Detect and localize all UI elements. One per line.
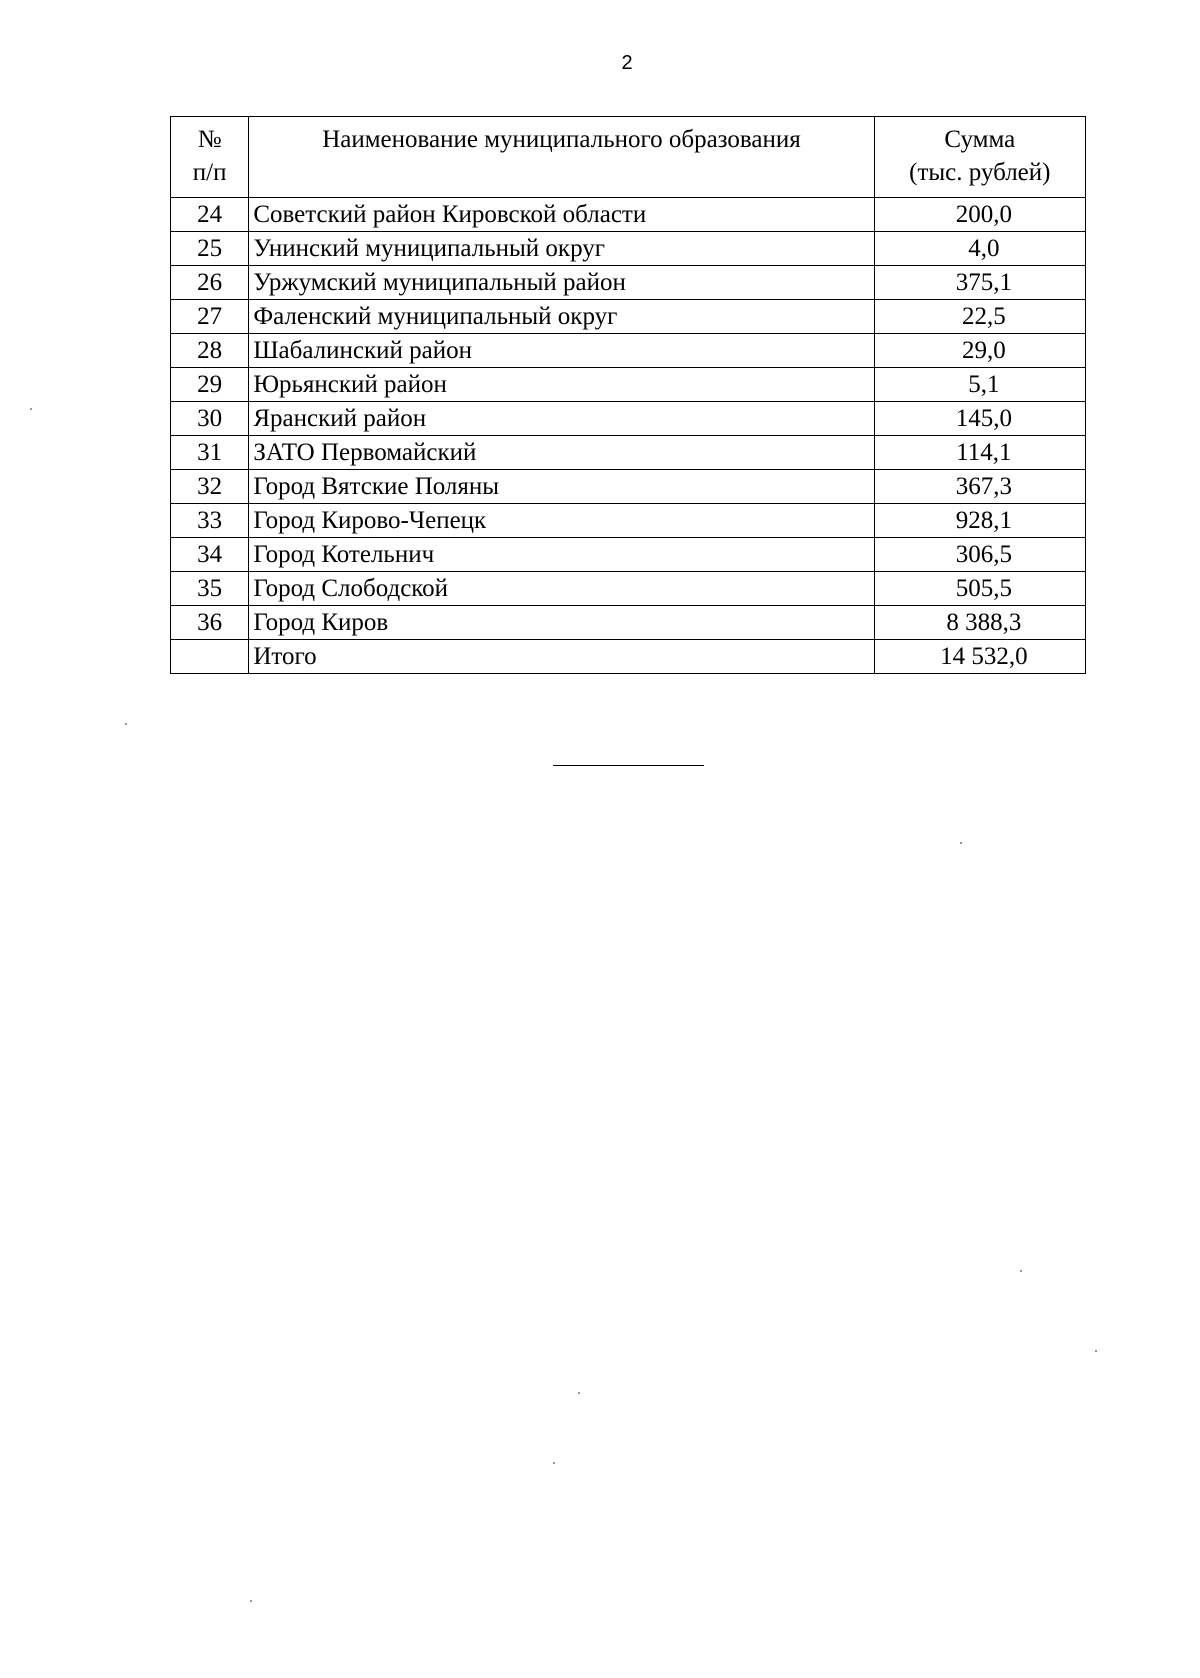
table-row — [171, 266, 1086, 300]
header-number — [171, 117, 249, 198]
header-number-line1: № — [197, 126, 222, 153]
row-sum-value: 375,1 — [955, 269, 1012, 296]
table-row — [171, 198, 1086, 232]
scan-speck — [1095, 1350, 1097, 1352]
row-number: 36 — [171, 606, 249, 640]
row-name: Город Киров — [249, 606, 874, 640]
row-sum — [874, 606, 1085, 640]
total-sum-value: 14 532,0 — [940, 643, 1028, 670]
row-number: 25 — [171, 232, 249, 266]
row-sum — [874, 470, 1085, 504]
row-sum-value: 505,5 — [955, 575, 1012, 602]
table-row — [171, 436, 1086, 470]
row-sum — [874, 436, 1085, 470]
row-sum-value: 114,1 — [956, 439, 1012, 466]
scan-speck — [578, 1392, 580, 1394]
row-name: Юрьянский район — [249, 368, 874, 402]
table-row — [171, 402, 1086, 436]
table-row — [171, 368, 1086, 402]
table-header-row — [171, 117, 1086, 198]
table-row — [171, 334, 1086, 368]
row-number: 30 — [171, 402, 249, 436]
row-sum-value: 4,0 — [968, 235, 1000, 262]
row-name: Советский район Кировской области — [249, 198, 874, 232]
row-name: ЗАТО Первомайский — [249, 436, 874, 470]
row-name: Яранский район — [249, 402, 874, 436]
row-sum — [874, 402, 1085, 436]
scan-speck — [250, 1600, 252, 1602]
table-row — [171, 504, 1086, 538]
row-number: 34 — [171, 538, 249, 572]
row-number: 29 — [171, 368, 249, 402]
row-sum — [874, 232, 1085, 266]
municipalities-table — [170, 116, 1086, 674]
row-number: 33 — [171, 504, 249, 538]
row-number: 32 — [171, 470, 249, 504]
scan-speck — [30, 408, 32, 410]
row-sum-value: 145,0 — [955, 405, 1012, 432]
row-name: Уржумский муниципальный район — [249, 266, 874, 300]
scan-speck — [125, 723, 127, 725]
page-number: 2 — [621, 52, 633, 74]
row-sum — [874, 538, 1085, 572]
row-sum-value: 22,5 — [961, 303, 1006, 330]
row-sum — [874, 334, 1085, 368]
row-sum-value: 367,3 — [955, 473, 1012, 500]
header-sum-line1: Сумма — [944, 126, 1016, 153]
row-sum-value: 5,1 — [968, 371, 1000, 398]
table-row — [171, 470, 1086, 504]
row-number: 27 — [171, 300, 249, 334]
row-number: 28 — [171, 334, 249, 368]
row-number: 24 — [171, 198, 249, 232]
row-number: 31 — [171, 436, 249, 470]
table-row — [171, 300, 1086, 334]
row-sum — [874, 300, 1085, 334]
row-sum — [874, 368, 1085, 402]
table-total-row — [171, 640, 1086, 674]
row-name: Унинский муниципальный округ — [249, 232, 874, 266]
row-name: Шабалинский район — [249, 334, 874, 368]
table-row — [171, 538, 1086, 572]
row-sum-value: 8 388,3 — [946, 609, 1022, 636]
row-name: Город Кирово-Чепецк — [249, 504, 874, 538]
scan-speck — [1020, 1270, 1022, 1272]
table-row — [171, 606, 1086, 640]
header-sum — [874, 117, 1085, 198]
row-sum-value: 306,5 — [955, 541, 1012, 568]
scan-speck — [553, 1462, 555, 1464]
total-sum — [874, 640, 1085, 674]
row-name: Город Котельнич — [249, 538, 874, 572]
row-name: Фаленский муниципальный округ — [249, 300, 874, 334]
row-number: 26 — [171, 266, 249, 300]
row-sum-value: 928,1 — [955, 507, 1012, 534]
table-row — [171, 232, 1086, 266]
row-sum-value: 200,0 — [955, 201, 1012, 228]
header-number-line2: п/п — [192, 159, 227, 186]
end-rule — [553, 765, 704, 766]
row-name: Город Слободской — [249, 572, 874, 606]
row-name: Город Вятские Поляны — [249, 470, 874, 504]
row-sum — [874, 198, 1085, 232]
header-name: Наименование муниципального образования — [249, 117, 874, 198]
header-sum-line2: (тыс. рублей) — [909, 159, 1051, 186]
row-sum — [874, 266, 1085, 300]
table-row — [171, 572, 1086, 606]
row-sum — [874, 504, 1085, 538]
scan-speck — [960, 842, 962, 844]
total-number — [171, 640, 249, 674]
total-label: Итого — [249, 640, 874, 674]
row-number: 35 — [171, 572, 249, 606]
row-sum — [874, 572, 1085, 606]
row-sum-value: 29,0 — [961, 337, 1006, 364]
